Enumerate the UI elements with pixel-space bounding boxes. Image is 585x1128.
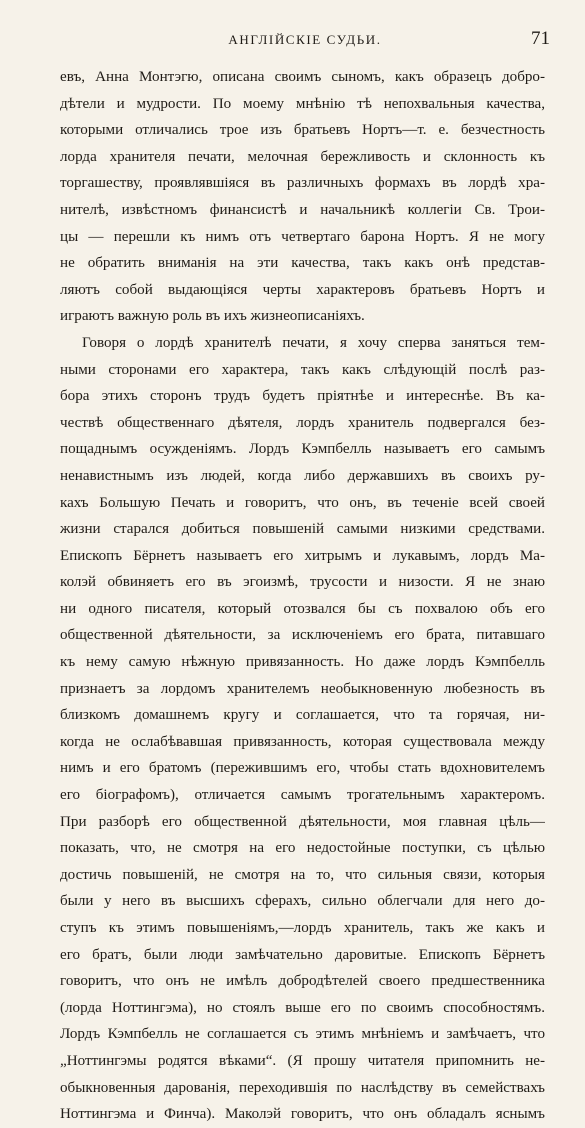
paragraph-2 — [60, 330, 545, 1128]
text-line: ляютъ собой выдающіяся черты характеровъ братьевъ Нортъ и — [60, 281, 545, 298]
text-line: При разборѣ его общественной дѣятельности, моя главная цѣль— — [60, 813, 545, 830]
text-line: которыми отличались трое изъ братьевъ Нортъ—т. е. безчестность — [60, 122, 545, 139]
text-line: признаетъ за лордомъ хранителемъ необыкновенную любезность въ — [60, 680, 545, 697]
text-line: „Ноттингэмы родятся вѣками“. (Я прошу читателя припомнить не- — [60, 1052, 545, 1069]
text-line: показать, что, не смотря на его недостойные поступки, съ цѣлью — [60, 840, 545, 857]
text-line: жизни старался добиться повышеній самыми низкими средствами. — [60, 521, 545, 538]
text-line: бора этихъ сторонъ трудъ будетъ пріятнѣе и интереснѣе. Въ ка- — [60, 388, 545, 405]
text-line: кахъ Большую Печать и говоритъ, что онъ, въ теченіе всей своей — [60, 494, 545, 511]
text-line: колэй обвиняетъ его въ эгоизмѣ, трусости и низости. Я не знаю — [60, 574, 545, 591]
text-line: играютъ важную роль въ ихъ жизнеописаніяхъ. — [60, 308, 365, 325]
text-line: къ нему самую нѣжную привязанность. Но даже лордъ Кэмпбелль — [60, 654, 545, 671]
running-header — [60, 28, 550, 56]
text-line: (лорда Ноттингэма), но стоялъ выше его по своимъ способностямъ. — [60, 999, 545, 1016]
text-line: ступъ къ этимъ повышеніямъ,—лордъ хранитель, такъ же какъ и — [60, 920, 545, 936]
text-line: ни одного писателя, который отозвался бы съ похвалою объ его — [60, 600, 545, 617]
text-line: Говоря о лордѣ хранителѣ печати, я хочу сперва заняться тем- — [82, 334, 545, 351]
text-line: Ноттингэма и Финча). Маколэй говоритъ, что онъ обладалъ яснымъ — [60, 1106, 545, 1123]
text-line: нимъ и его братомъ (пережившимъ его, чтобы стать вдохновителемъ — [60, 760, 545, 777]
page-number: 71 — [531, 28, 550, 49]
text-line: Лордъ Кэмпбелль не соглашается съ этимъ мнѣніемъ и замѣчаетъ, что — [60, 1026, 545, 1043]
text-line: когда не ослабѣвавшая привязанность, которая существовала между — [60, 733, 545, 750]
text-line: обыкновенныя дарованія, переходившія по наслѣдству въ семействахъ — [60, 1079, 545, 1096]
text-line: торгашеству, проявлявшіяся въ различныхъ формахъ въ лордѣ хра- — [60, 175, 545, 192]
text-line: дѣтели и мудрости. По моему мнѣнію тѣ непохвальныя качества, — [60, 95, 545, 112]
text-line: не обратить вниманія на эти качества, такъ какъ онѣ представ- — [60, 255, 545, 272]
text-line: общественной дѣятельности, за исключеніемъ его брата, питавшаго — [60, 627, 545, 644]
text-line: его братъ, были люди замѣчательно даровитые. Епископъ Бёрнетъ — [60, 946, 545, 963]
text-line: близкомъ домашнемъ кругу и соглашается, что та горячая, ни- — [60, 707, 545, 724]
text-line: цы — перешли къ нимъ отъ четвертаго барона Нортъ. Я не могу — [60, 228, 545, 245]
text-line: нителѣ, извѣстномъ финансистѣ и начальникѣ коллегіи Св. Трои- — [60, 201, 545, 218]
text-line: евъ, Анна Монтэгю, описана своимъ сыномъ, какъ образецъ добро- — [60, 69, 545, 85]
text-line: его біографомъ), отличается самымъ трогательнымъ характеромъ. — [60, 787, 545, 804]
text-line: Епископъ Бёрнетъ называетъ его хитрымъ и лукавымъ, лордъ Ма- — [60, 547, 545, 564]
text-line: ненавистнымъ изъ людей, когда либо державшихъ въ своихъ ру- — [60, 467, 545, 484]
text-line: говоритъ, что онъ не имѣлъ добродѣтелей своего предшественника — [60, 973, 545, 990]
text-line: чествѣ общественнаго дѣятеля, лордъ хранитель подвергался без- — [60, 414, 545, 431]
running-title: АНГЛІЙСКІЕ СУДЬИ. — [228, 32, 382, 47]
body-text — [60, 64, 545, 1128]
text-line: пощаднымъ осужденіямъ. Лордъ Кэмпбелль называетъ его самымъ — [60, 441, 545, 458]
text-line: были у него въ высшихъ сферахъ, сильно облегчали для него до- — [60, 893, 545, 910]
text-line: достичь повышеній, не смотря на то, что сильныя связи, которыя — [60, 866, 545, 883]
paragraph-1 — [60, 64, 545, 330]
text-line: ными сторонами его характера, такъ какъ слѣдующій послѣ раз- — [60, 361, 545, 378]
text-line: лорда хранителя печати, мелочная бережливость и склонность къ — [60, 148, 545, 165]
